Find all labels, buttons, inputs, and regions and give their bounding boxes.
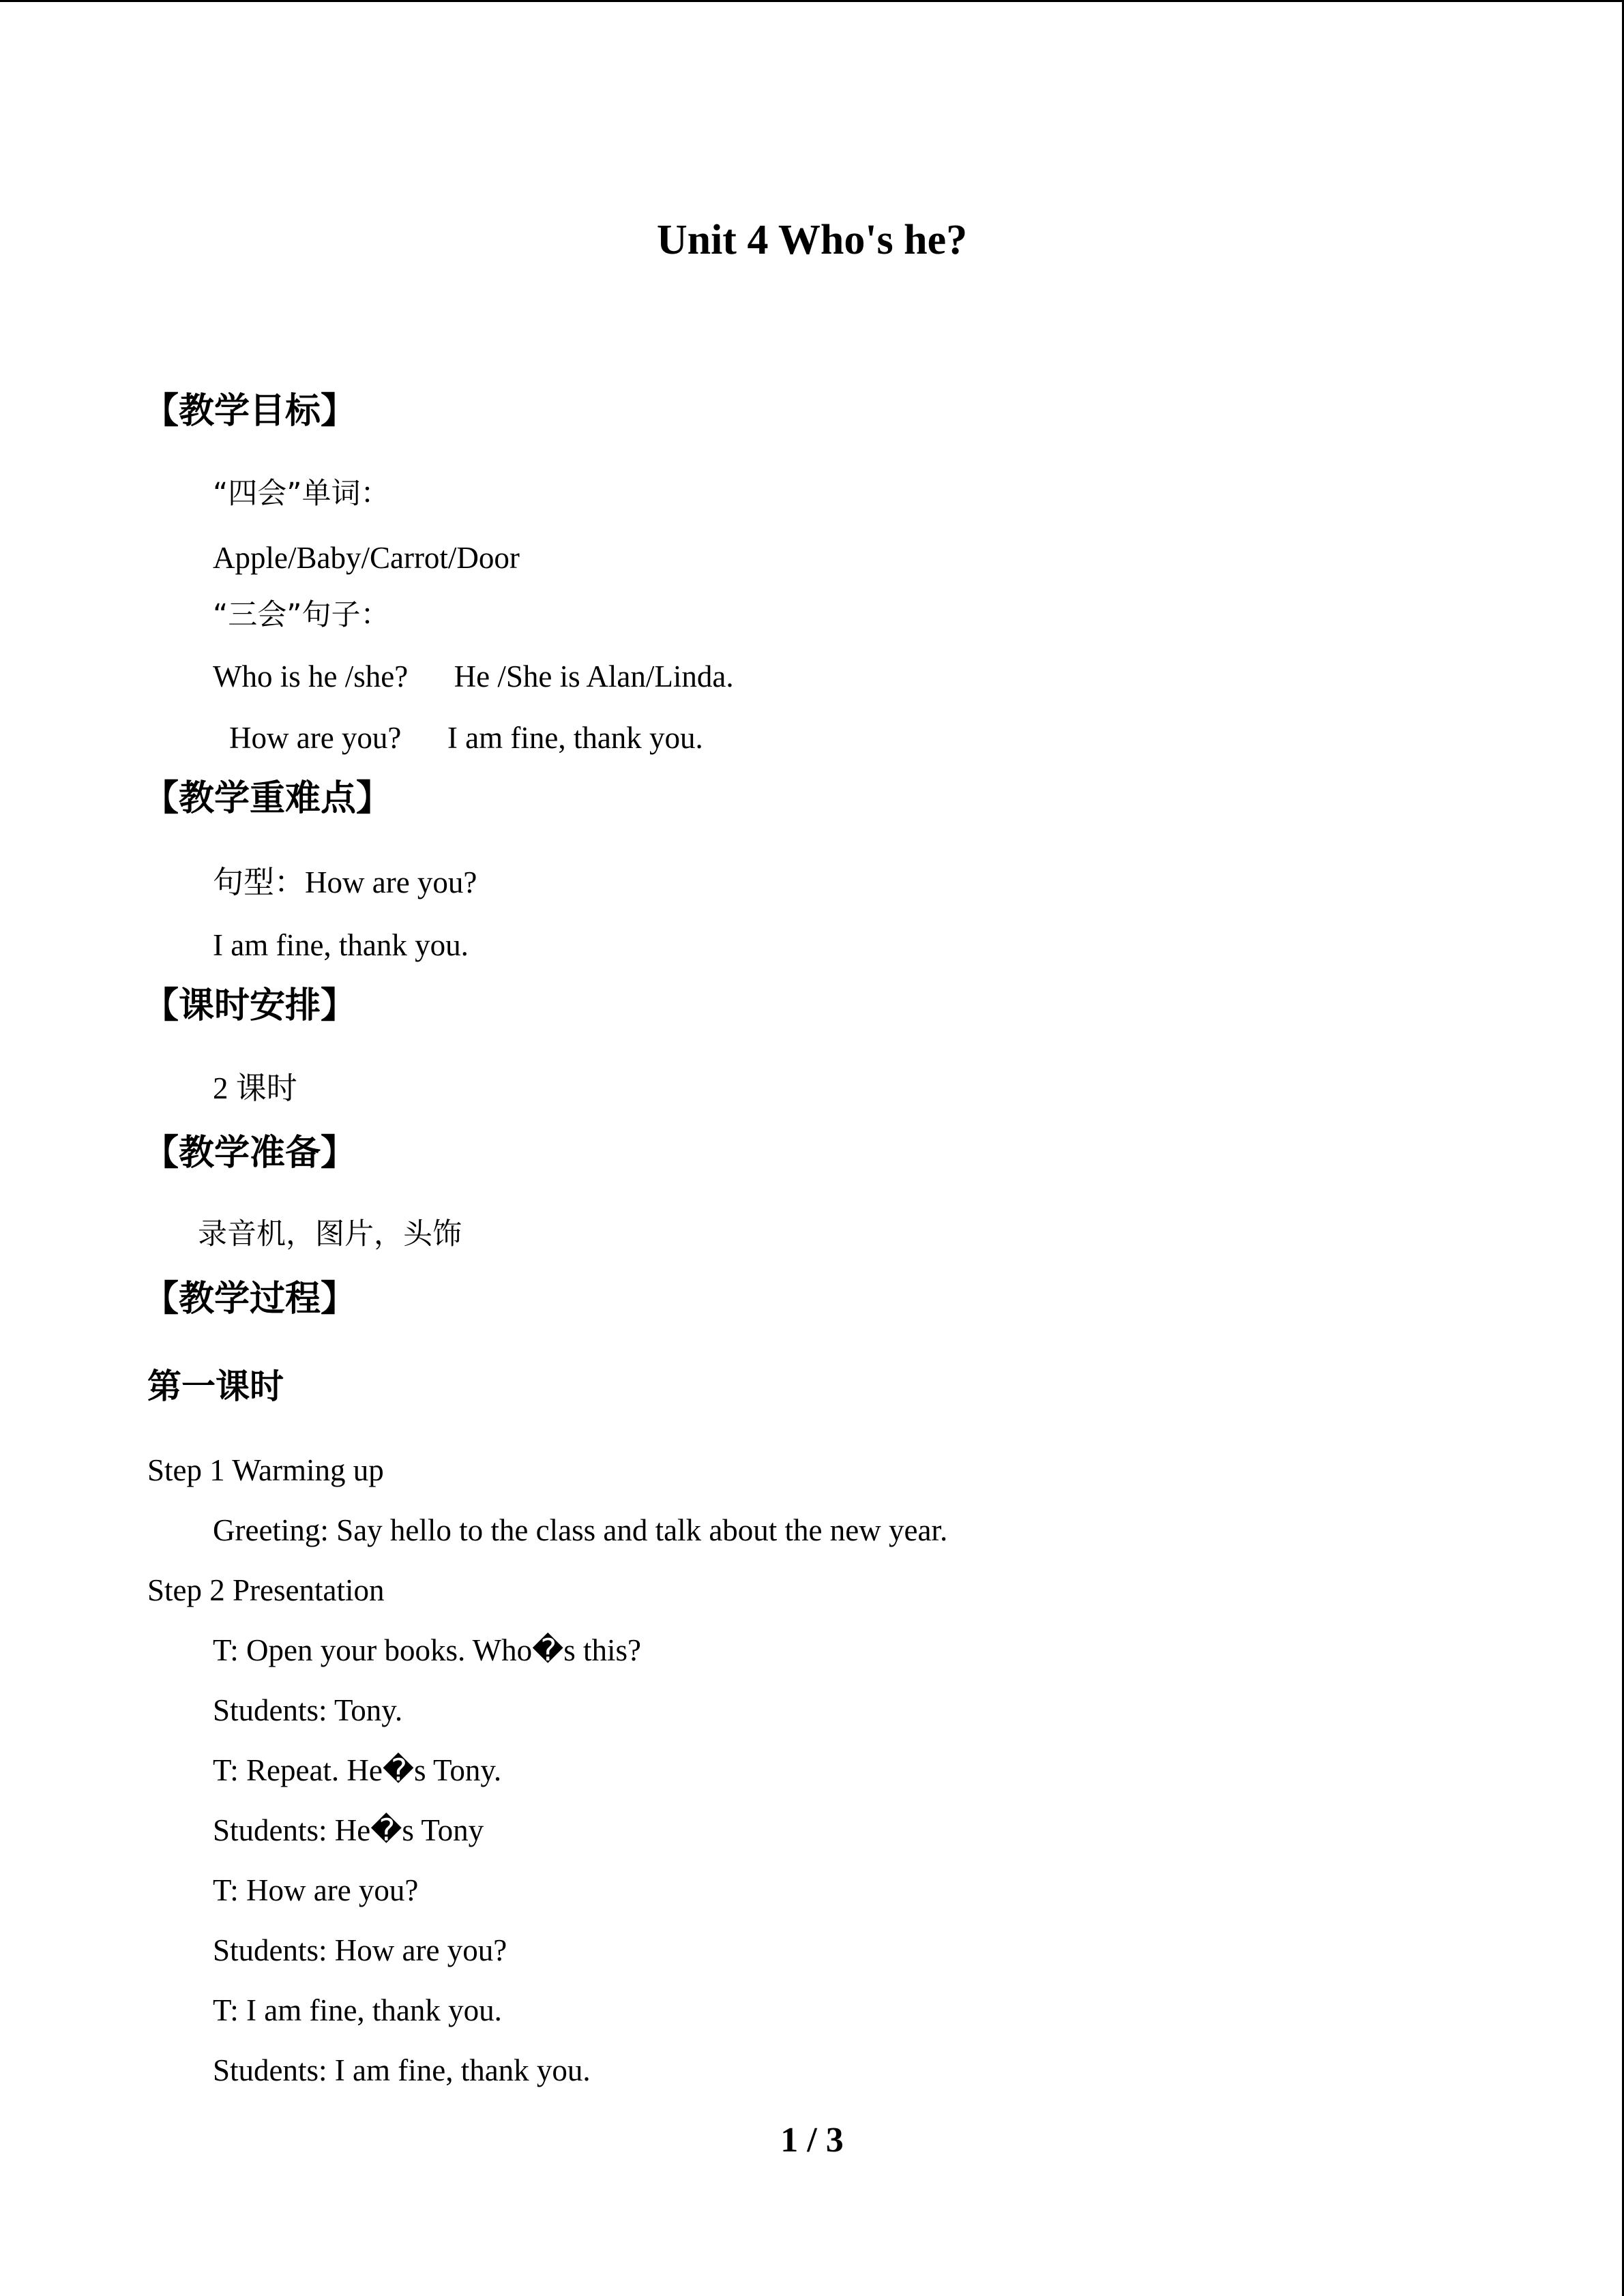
objective-sentence-1: Who is he /she? He /She is Alan/Linda. — [213, 659, 734, 694]
four-skills-words-label: “四会”单词： — [213, 477, 390, 511]
objectives-heading: 【教学目标】 — [143, 391, 357, 432]
key-sentence-answer: I am fine, thank you. — [213, 928, 469, 962]
three-skills-sentences-label: “三会”句子： — [213, 598, 390, 632]
objective-sentence-2: How are you? I am fine, thank you. — [229, 721, 703, 755]
step-1-greeting: Greeting: Say hello to the class and talk about the new year. — [213, 1513, 948, 1547]
step-1-title: Step 1 Warming up — [147, 1453, 384, 1487]
dialogue-line: Students: Tony. — [213, 1693, 403, 1727]
step-2-title: Step 2 Presentation — [147, 1573, 385, 1607]
dialogue-line: T: Open your books. Who�s this? — [213, 1633, 642, 1667]
dialogue-line: Students: He�s Tony — [213, 1813, 484, 1847]
page-number: 1 / 3 — [780, 2121, 844, 2160]
process-heading: 【教学过程】 — [143, 1279, 357, 1320]
dialogue-line: Students: I am fine, thank you. — [213, 2053, 591, 2087]
dialogue-line: T: I am fine, thank you. — [213, 1993, 502, 2027]
schedule-heading: 【课时安排】 — [143, 985, 357, 1026]
preparation-value: 录音机，图片，头饰 — [198, 1217, 462, 1251]
key-points-heading: 【教学重难点】 — [143, 778, 392, 819]
dialogue-line: T: How are you? — [213, 1873, 419, 1907]
dialogue-line: T: Repeat. He�s Tony. — [213, 1753, 502, 1787]
key-sentence-pattern: 句型：How are you? — [213, 865, 477, 899]
lesson-one-title: 第一课时 — [147, 1367, 284, 1406]
document-title: Unit 4 Who's he? — [656, 217, 968, 263]
schedule-value: 2 课时 — [213, 1071, 297, 1105]
dialogue-line: Students: How are you? — [213, 1933, 507, 1967]
four-skills-words: Apple/Baby/Carrot/Door — [213, 541, 520, 575]
preparation-heading: 【教学准备】 — [143, 1133, 357, 1174]
